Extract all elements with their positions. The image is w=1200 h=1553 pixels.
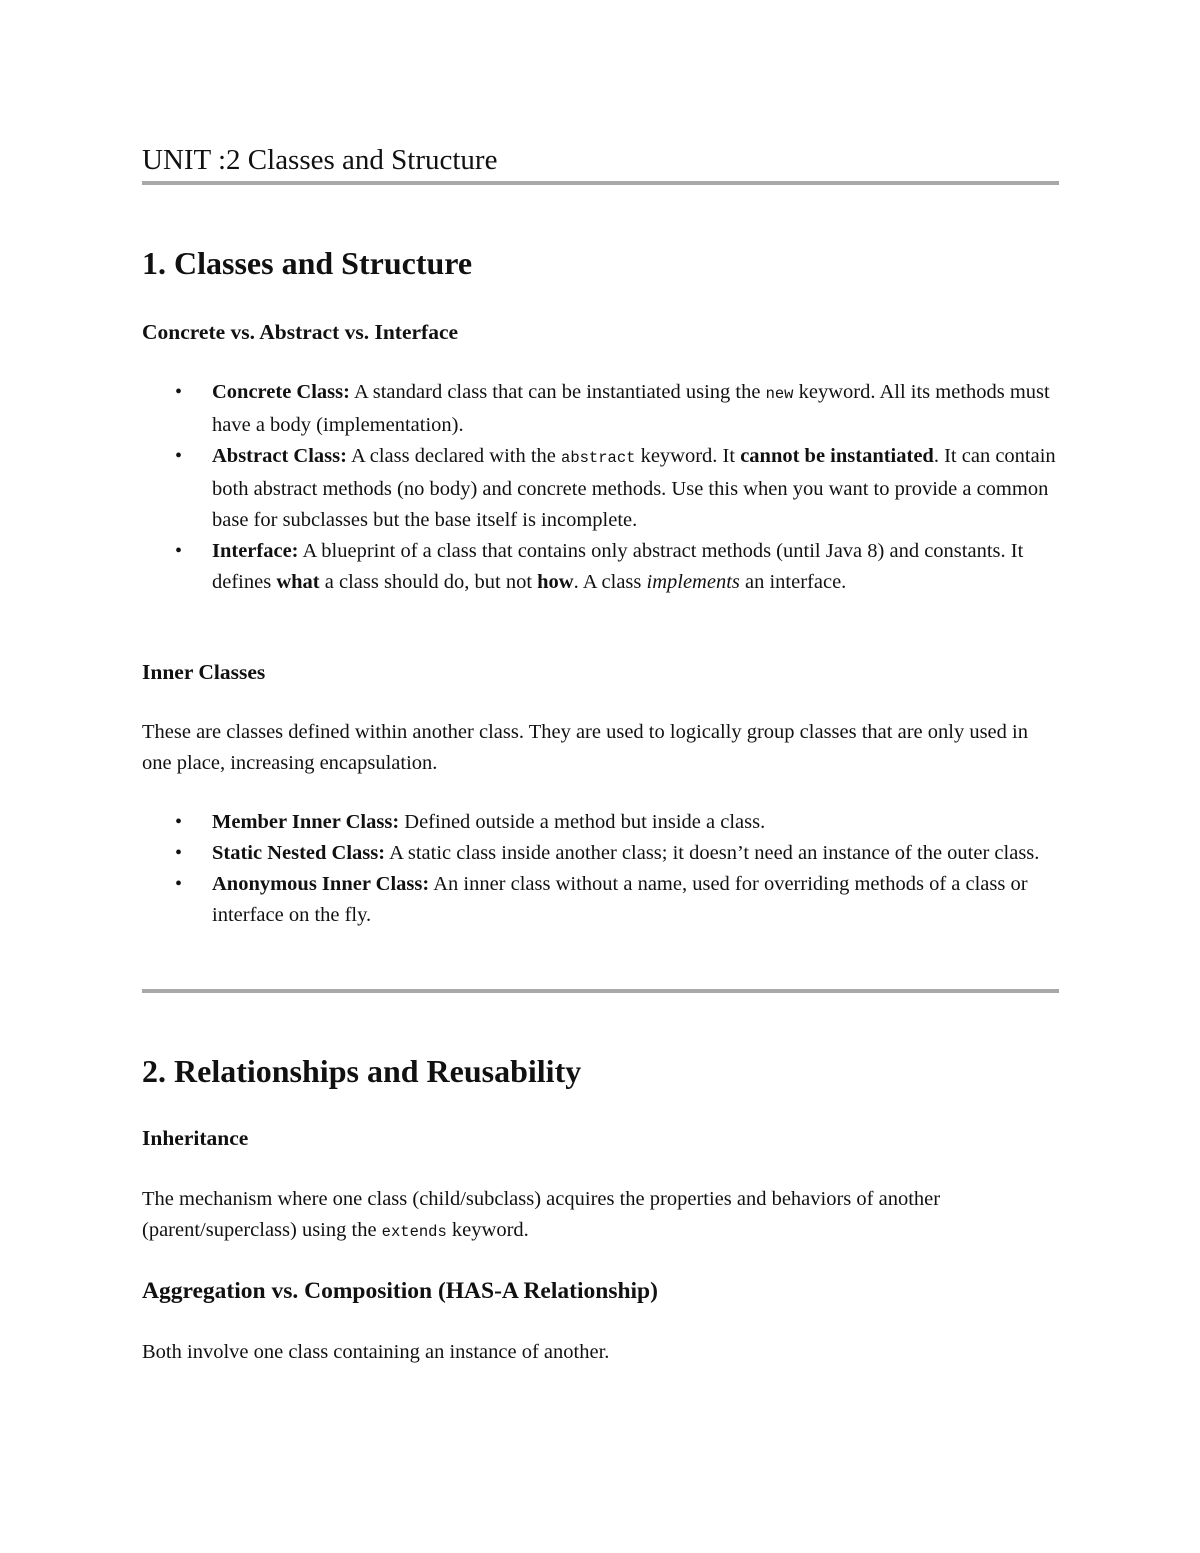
section-2-heading: 2. Relationships and Reusability xyxy=(142,1053,582,1089)
document-title: UNIT :2 Classes and Structure xyxy=(142,144,498,176)
list-item xyxy=(142,441,1059,536)
inner-classes-paragraph: These are classes defined within another class. They are used to logically group classes that are only used in one place, increasing encapsulation. xyxy=(142,721,1028,774)
bullet-icon: • xyxy=(175,842,183,864)
term: Anonymous Inner Class: xyxy=(212,873,430,895)
term: Abstract Class: xyxy=(212,445,347,467)
item-text: keyword. It xyxy=(635,445,741,467)
item-text: A blueprint of a class that contains only abstract methods (until Java 8) and constants. It defines xyxy=(212,540,1024,593)
bullet-icon: • xyxy=(175,873,183,895)
item-text: . It can contain both abstract methods (no body) and concrete methods. Use this when you want to provide a common base for subclasses but the base itself is incomplete. xyxy=(212,445,1056,531)
item-text: an interface. xyxy=(739,571,847,593)
subsection-inheritance: Inheritance xyxy=(142,1126,249,1150)
paragraph-text: keyword. xyxy=(446,1219,529,1241)
inheritance-paragraph xyxy=(142,1184,1059,1248)
emphasis: how xyxy=(537,571,574,593)
bullet-icon: • xyxy=(175,445,183,467)
term: Member Inner Class: xyxy=(212,811,400,833)
list-item xyxy=(142,869,1059,931)
code-keyword: extends xyxy=(381,1223,447,1241)
item-text: keyword. All its methods must have a body (implementation). xyxy=(212,381,1050,436)
subsection-inner-classes: Inner Classes xyxy=(142,660,266,684)
list-item xyxy=(142,377,1059,441)
bullet-icon: • xyxy=(175,381,183,403)
inner-classes-list xyxy=(142,807,1059,931)
bullet-icon: • xyxy=(175,811,183,833)
subsection-aggregation-composition: Aggregation vs. Composition (HAS-A Relationship) xyxy=(142,1278,658,1304)
emphasis: cannot be instantiated xyxy=(740,445,934,467)
aggregation-paragraph: Both involve one class containing an instance of another. xyxy=(142,1341,610,1363)
section-divider xyxy=(142,989,1059,993)
class-types-list xyxy=(142,377,1059,598)
subsection-concrete-abstract-interface: Concrete vs. Abstract vs. Interface xyxy=(142,320,459,344)
item-text: An inner class without a name, used for overriding methods of a class or interface on the fly. xyxy=(212,873,1028,926)
item-text: A standard class that can be instantiated using the xyxy=(349,381,766,403)
bullet-icon: • xyxy=(175,540,183,562)
paragraph-text: The mechanism where one class (child/subclass) acquires the properties and behaviors of another (parent/superclass) using the xyxy=(142,1188,941,1241)
title-divider xyxy=(142,181,1059,185)
item-text: a class should do, but not xyxy=(319,571,538,593)
list-item xyxy=(142,536,1059,598)
code-keyword: new xyxy=(765,385,794,403)
list-item xyxy=(142,807,1059,838)
list-item xyxy=(142,838,1059,869)
code-keyword: abstract xyxy=(561,449,636,467)
section-1-heading: 1. Classes and Structure xyxy=(142,245,473,281)
term: Concrete Class: xyxy=(212,381,350,403)
term: Interface: xyxy=(212,540,299,562)
item-text: A class declared with the xyxy=(346,445,562,467)
item-text: A static class inside another class; it doesn’t need an instance of the outer class. xyxy=(385,842,1040,864)
emphasis: what xyxy=(276,571,320,593)
term: Static Nested Class: xyxy=(212,842,386,864)
item-text: . A class xyxy=(573,571,647,593)
item-text: Defined outside a method but inside a class. xyxy=(399,811,766,833)
italic-emphasis: implements xyxy=(646,571,740,593)
